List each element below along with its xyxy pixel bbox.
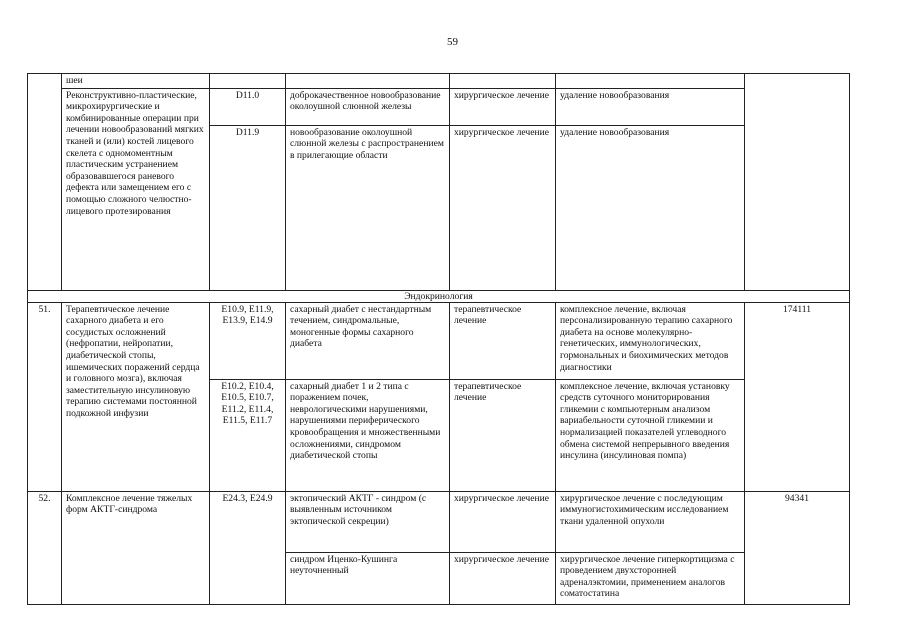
method-cell: хирургическое лечение гиперкортицизма с проведением двухсторонней адреналэктомии, применением аналогов соматостатина bbox=[556, 552, 745, 604]
code-cell bbox=[210, 74, 286, 89]
method-cell: хирургическое лечение с последующим иммуногистохимическим исследованием ткани удаленной опухоли bbox=[556, 491, 745, 552]
row-number-cell: 52. bbox=[28, 491, 62, 604]
method-cell: удаление новообразования bbox=[556, 125, 745, 290]
treatment-type-cell: хирургическое лечение bbox=[450, 552, 556, 604]
method-cell bbox=[556, 74, 745, 89]
name-cell: Терапевтическое лечение сахарного диабета и его сосудистых осложнений (нефропатии, нейропатии, диабетической стопы, ишемических поражений сердца и головного мозга), включая заместительную инсулиновую терапию системами постоянной подкожной инфузии bbox=[62, 302, 210, 491]
treatment-type-cell: терапевтическое лечение bbox=[450, 302, 556, 379]
treatment-type-cell bbox=[450, 74, 556, 89]
section-row bbox=[28, 290, 850, 302]
price-cell: 174111 bbox=[745, 302, 850, 491]
section-title: Эндокринология bbox=[28, 290, 850, 302]
diagnosis-cell: синдром Иценко-Кушинга неуточненный bbox=[286, 552, 450, 604]
diagnosis-cell: эктопический АКТГ - синдром (с выявленным источником эктопической секреции) bbox=[286, 491, 450, 552]
name-tail-cell: шеи bbox=[62, 74, 210, 89]
method-cell: комплексное лечение, включая установку средств суточного мониторирования гликемии с компьютерным анализом вариабельности суточной гликемии и нормализацией показателей углеводного обмена системой непрерывного введения инсулина (инсулиновая помпа) bbox=[556, 379, 745, 491]
price-cell bbox=[745, 88, 850, 125]
name-cell: Комплексное лечение тяжелых форм АКТГ-синдрома bbox=[62, 491, 210, 604]
diagnosis-cell: сахарный диабет с нестандартным течением, синдромальные, моногенные формы сахарного диабета bbox=[286, 302, 450, 379]
price-cell bbox=[745, 74, 850, 89]
diagnosis-cell: новообразование околоушной слюнной железы с распространением в прилегающие области bbox=[286, 125, 450, 290]
row-number-cell bbox=[28, 88, 62, 125]
method-cell: комплексное лечение, включая персонализированную терапию сахарного диабета на основе молекулярно-генетических, иммунологических, гормональных и биохимических методов диагностики bbox=[556, 302, 745, 379]
table-row bbox=[28, 88, 850, 125]
diagnosis-cell: доброкачественное новообразование околоушной слюнной железы bbox=[286, 88, 450, 125]
diagnosis-cell bbox=[286, 74, 450, 89]
row-number-cell: 51. bbox=[28, 302, 62, 491]
treatment-type-cell: хирургическое лечение bbox=[450, 88, 556, 125]
row-number-cell bbox=[28, 125, 62, 290]
page-number: 59 bbox=[447, 36, 458, 48]
row-number-cell bbox=[28, 74, 62, 89]
code-cell: E24.3, E24.9 bbox=[210, 491, 286, 604]
code-cell: E10.9, E11.9, E13.9, E14.9 bbox=[210, 302, 286, 379]
name-cell: Реконструктивно-пластические, микрохирургические и комбинированные операции при лечении новообразований мягких тканей и (или) костей лицевого скелета с одномоментным пластическим устранением образовавшегося раневого дефекта или замещением его с помощью сложного челюстно-лицевого протезирования bbox=[62, 88, 210, 290]
treatment-type-cell: хирургическое лечение bbox=[450, 125, 556, 290]
code-cell: D11.0 bbox=[210, 88, 286, 125]
method-cell: удаление новообразования bbox=[556, 88, 745, 125]
diagnosis-cell: сахарный диабет 1 и 2 типа с поражением почек, неврологическими нарушениями, нарушениями периферического кровообращения и множественными осложнениями, синдромом диабетической стопы bbox=[286, 379, 450, 491]
price-cell bbox=[745, 125, 850, 290]
price-cell: 94341 bbox=[745, 491, 850, 604]
code-cell: E10.2, E10.4, E10.5, E10.7, E11.2, E11.4, E11.5, E11.7 bbox=[210, 379, 286, 491]
treatment-type-cell: хирургическое лечение bbox=[450, 491, 556, 552]
code-cell: D11.9 bbox=[210, 125, 286, 290]
table-row bbox=[28, 302, 850, 379]
table-row bbox=[28, 74, 850, 89]
treatment-type-cell: терапевтическое лечение bbox=[450, 379, 556, 491]
treatment-table bbox=[27, 73, 850, 605]
table-row bbox=[28, 491, 850, 552]
